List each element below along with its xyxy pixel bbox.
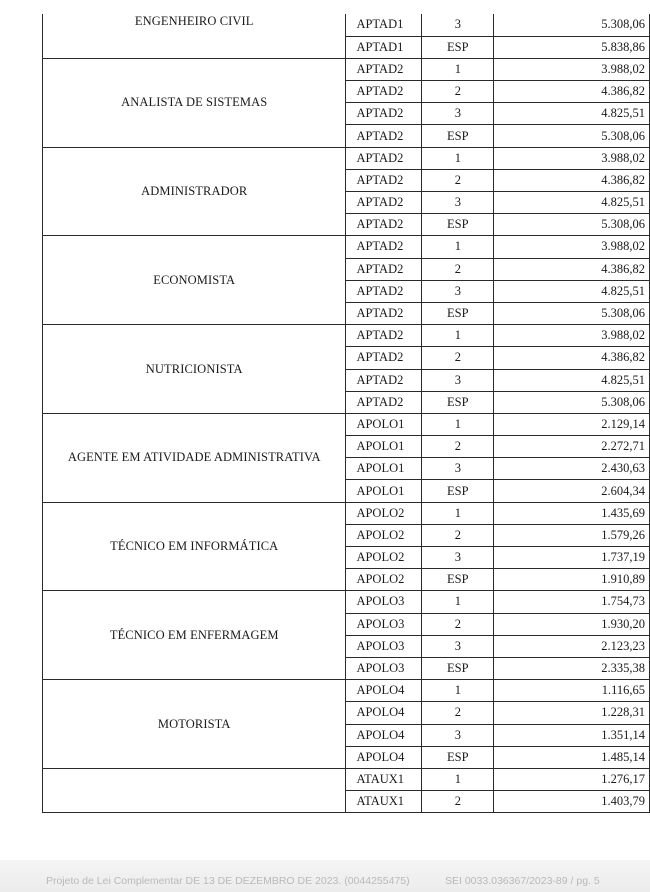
- class-cell: 3: [422, 547, 494, 569]
- value-cell: 2.272,71: [494, 436, 650, 458]
- value-cell: 4.386,82: [494, 347, 650, 369]
- class-cell: 1: [422, 502, 494, 524]
- reference-cell: APTAD2: [346, 325, 422, 347]
- class-cell: 3: [422, 192, 494, 214]
- value-cell: 4.825,51: [494, 103, 650, 125]
- value-cell: 1.228,31: [494, 702, 650, 724]
- reference-cell: APOLO4: [346, 746, 422, 768]
- table-row: [43, 591, 650, 613]
- value-cell: 4.825,51: [494, 369, 650, 391]
- reference-cell: APTAD2: [346, 258, 422, 280]
- class-cell: 2: [422, 613, 494, 635]
- class-cell: 3: [422, 458, 494, 480]
- footer-document-title: Projeto de Lei Complementar DE 13 DE DEZEMBRO DE 2023. (0044255475): [46, 875, 410, 887]
- reference-cell: APTAD2: [346, 302, 422, 324]
- reference-cell: APTAD2: [346, 369, 422, 391]
- value-cell: 1.276,17: [494, 768, 650, 790]
- class-cell: 2: [422, 81, 494, 103]
- value-cell: 4.825,51: [494, 280, 650, 302]
- class-cell: 1: [422, 147, 494, 169]
- class-cell: ESP: [422, 302, 494, 324]
- table-row: [43, 325, 650, 347]
- value-cell: 2.604,34: [494, 480, 650, 502]
- table-row: [43, 58, 650, 80]
- value-cell: 4.825,51: [494, 192, 650, 214]
- value-cell: 3.988,02: [494, 236, 650, 258]
- class-cell: 3: [422, 369, 494, 391]
- class-cell: 2: [422, 258, 494, 280]
- reference-cell: APTAD1: [346, 14, 422, 36]
- cargo-cell: MOTORISTA: [43, 680, 346, 769]
- reference-cell: APOLO4: [346, 702, 422, 724]
- reference-cell: APOLO2: [346, 569, 422, 591]
- class-cell: 3: [422, 280, 494, 302]
- value-cell: 1.435,69: [494, 502, 650, 524]
- value-cell: 3.988,02: [494, 325, 650, 347]
- value-cell: 1.351,14: [494, 724, 650, 746]
- value-cell: 2.129,14: [494, 413, 650, 435]
- class-cell: 1: [422, 591, 494, 613]
- class-cell: ESP: [422, 391, 494, 413]
- reference-cell: APOLO1: [346, 436, 422, 458]
- reference-cell: APTAD2: [346, 236, 422, 258]
- reference-cell: APOLO1: [346, 413, 422, 435]
- reference-cell: APOLO4: [346, 680, 422, 702]
- class-cell: 2: [422, 347, 494, 369]
- class-cell: 2: [422, 524, 494, 546]
- value-cell: 1.485,14: [494, 746, 650, 768]
- value-cell: 5.308,06: [494, 214, 650, 236]
- footer-sei-reference: SEI 0033.036367/2023-89 / pg. 5: [445, 875, 600, 887]
- reference-cell: APOLO3: [346, 657, 422, 679]
- reference-cell: APTAD2: [346, 192, 422, 214]
- value-cell: 2.430,63: [494, 458, 650, 480]
- reference-cell: APOLO2: [346, 502, 422, 524]
- value-cell: 4.386,82: [494, 258, 650, 280]
- table-row: [43, 147, 650, 169]
- class-cell: 1: [422, 325, 494, 347]
- reference-cell: APOLO1: [346, 458, 422, 480]
- class-cell: 2: [422, 791, 494, 813]
- reference-cell: APTAD2: [346, 147, 422, 169]
- class-cell: ESP: [422, 746, 494, 768]
- cargo-cell: ANALISTA DE SISTEMAS: [43, 58, 346, 147]
- reference-cell: APOLO2: [346, 524, 422, 546]
- reference-cell: APOLO2: [346, 547, 422, 569]
- class-cell: 1: [422, 236, 494, 258]
- reference-cell: APTAD2: [346, 125, 422, 147]
- reference-cell: APTAD1: [346, 36, 422, 58]
- value-cell: 5.838,86: [494, 36, 650, 58]
- value-cell: 2.335,38: [494, 657, 650, 679]
- reference-cell: APTAD2: [346, 347, 422, 369]
- value-cell: 5.308,06: [494, 302, 650, 324]
- table-row: [43, 502, 650, 524]
- value-cell: 4.386,82: [494, 169, 650, 191]
- cargo-cell: TÉCNICO EM INFORMÁTICA: [43, 502, 346, 591]
- reference-cell: APTAD2: [346, 169, 422, 191]
- reference-cell: ATAUX1: [346, 791, 422, 813]
- value-cell: 5.308,06: [494, 14, 650, 36]
- reference-cell: APOLO3: [346, 591, 422, 613]
- reference-cell: APOLO1: [346, 480, 422, 502]
- class-cell: 3: [422, 103, 494, 125]
- class-cell: ESP: [422, 569, 494, 591]
- value-cell: 1.737,19: [494, 547, 650, 569]
- cargo-cell: AGENTE EM ATIVIDADE ADMINISTRATIVA: [43, 413, 346, 502]
- table-row: [43, 413, 650, 435]
- class-cell: 1: [422, 58, 494, 80]
- reference-cell: APTAD2: [346, 391, 422, 413]
- value-cell: 3.988,02: [494, 147, 650, 169]
- class-cell: ESP: [422, 480, 494, 502]
- class-cell: 3: [422, 14, 494, 36]
- class-cell: 2: [422, 702, 494, 724]
- reference-cell: APOLO4: [346, 724, 422, 746]
- class-cell: 1: [422, 768, 494, 790]
- class-cell: 3: [422, 635, 494, 657]
- value-cell: 5.308,06: [494, 391, 650, 413]
- value-cell: 1.910,89: [494, 569, 650, 591]
- reference-cell: APOLO3: [346, 635, 422, 657]
- cargo-cell: ADMINISTRADOR: [43, 147, 346, 236]
- value-cell: 3.988,02: [494, 58, 650, 80]
- class-cell: 2: [422, 169, 494, 191]
- class-cell: 2: [422, 436, 494, 458]
- value-cell: 4.386,82: [494, 81, 650, 103]
- table-row: [43, 768, 650, 790]
- table-row: [43, 14, 650, 36]
- salary-table: [42, 14, 650, 813]
- value-cell: 1.579,26: [494, 524, 650, 546]
- reference-cell: APTAD2: [346, 280, 422, 302]
- table-row: [43, 680, 650, 702]
- class-cell: ESP: [422, 125, 494, 147]
- class-cell: 1: [422, 680, 494, 702]
- class-cell: 1: [422, 413, 494, 435]
- value-cell: 1.930,20: [494, 613, 650, 635]
- cargo-cell: ECONOMISTA: [43, 236, 346, 325]
- value-cell: 2.123,23: [494, 635, 650, 657]
- table-row: [43, 236, 650, 258]
- cargo-cell: [43, 768, 346, 812]
- reference-cell: APOLO3: [346, 613, 422, 635]
- cargo-cell: TÉCNICO EM ENFERMAGEM: [43, 591, 346, 680]
- class-cell: ESP: [422, 214, 494, 236]
- reference-cell: APTAD2: [346, 81, 422, 103]
- class-cell: ESP: [422, 36, 494, 58]
- reference-cell: APTAD2: [346, 103, 422, 125]
- reference-cell: APTAD2: [346, 58, 422, 80]
- value-cell: 1.754,73: [494, 591, 650, 613]
- class-cell: ESP: [422, 657, 494, 679]
- reference-cell: ATAUX1: [346, 768, 422, 790]
- cargo-cell: ENGENHEIRO CIVIL: [43, 14, 346, 58]
- reference-cell: APTAD2: [346, 214, 422, 236]
- value-cell: 1.403,79: [494, 791, 650, 813]
- class-cell: 3: [422, 724, 494, 746]
- cargo-cell: NUTRICIONISTA: [43, 325, 346, 414]
- value-cell: 1.116,65: [494, 680, 650, 702]
- value-cell: 5.308,06: [494, 125, 650, 147]
